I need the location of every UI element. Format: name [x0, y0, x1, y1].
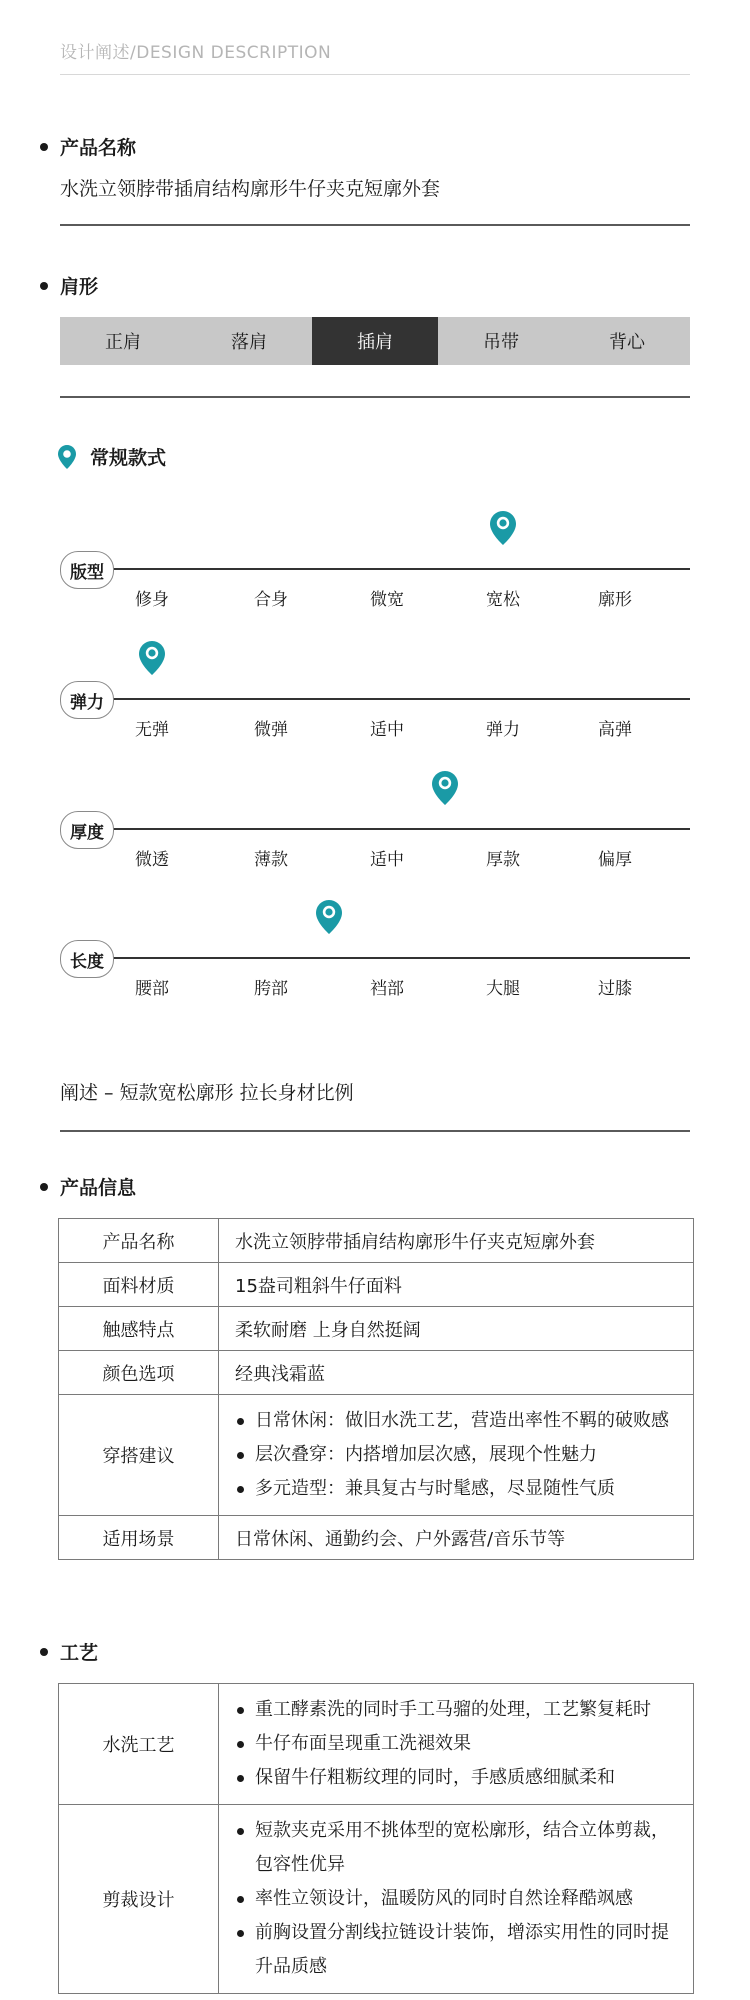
divider [60, 1130, 690, 1132]
table-value-cell: 15盎司粗斜牛仔面料 [219, 1263, 694, 1307]
table-row [59, 1263, 694, 1307]
scale-track [110, 957, 690, 959]
scale-track [110, 568, 690, 570]
scale-label-badge: 长度 [60, 940, 114, 978]
table-row [59, 1219, 694, 1263]
list-item: 牛仔布面呈现重工洗褪效果 [235, 1727, 684, 1761]
shoulder-option[interactable]: 落肩 [231, 332, 267, 353]
shoulder-selector [60, 317, 690, 365]
divider [60, 224, 690, 226]
length-scale [60, 940, 690, 1020]
description-text: 阐述 – 短款宽松廓形 拉长身材比例 [60, 1082, 354, 1104]
table-value-cell [219, 1805, 694, 1994]
list-item: 重工酵素洗的同时手工马骝的处理，工艺繁复耗时 [235, 1693, 684, 1727]
scale-option: 裆部 [370, 979, 404, 999]
list-item: 多元造型：兼具复古与时髦感，尽显随性气质 [235, 1472, 684, 1506]
shoulder-option[interactable]: 插肩 [312, 317, 438, 365]
scale-option: 无弹 [135, 720, 169, 740]
bullet-icon [40, 1648, 48, 1656]
scale-option: 胯部 [254, 979, 288, 999]
table-key-cell: 适用场景 [59, 1516, 219, 1560]
scale-option: 微宽 [370, 590, 404, 610]
scale-label-badge: 弹力 [60, 681, 114, 719]
scale-option: 弹力 [486, 720, 520, 740]
table-row [59, 1351, 694, 1395]
table-value-cell [219, 1395, 694, 1516]
scale-option: 廓形 [598, 590, 632, 610]
elasticity-scale [60, 681, 690, 761]
shoulder-option[interactable]: 背心 [609, 332, 645, 353]
header-title: 设计阐述/DESIGN DESCRIPTION [60, 43, 332, 63]
scale-option: 微透 [135, 850, 169, 870]
scale-label-badge: 厚度 [60, 811, 114, 849]
list-item: 短款夹克采用不挑体型的宽松廓形，结合立体剪裁，包容性优异 [235, 1814, 684, 1882]
bullet-icon [40, 1183, 48, 1191]
list-item: 日常休闲：做旧水洗工艺，营造出率性不羁的破败感 [235, 1404, 684, 1438]
shoulder-option[interactable]: 吊带 [483, 332, 519, 353]
craft-table [58, 1683, 694, 1994]
table-key-cell: 水洗工艺 [59, 1684, 219, 1805]
table-value-cell: 水洗立领脖带插肩结构廓形牛仔夹克短廓外套 [219, 1219, 694, 1263]
scale-option: 偏厚 [598, 850, 632, 870]
list-item: 率性立领设计，温暖防风的同时自然诠释酷飒感 [235, 1882, 684, 1916]
product-info-heading: 产品信息 [40, 1173, 136, 1200]
table-key-cell: 穿搭建议 [59, 1395, 219, 1516]
product-name-value: 水洗立领脖带插肩结构廓形牛仔夹克短廓外套 [60, 178, 441, 200]
craft-heading: 工艺 [40, 1638, 98, 1665]
table-value-cell: 日常休闲、通勤约会、户外露营/音乐节等 [219, 1516, 694, 1560]
table-row [59, 1395, 694, 1516]
scale-marker-pin-icon [139, 641, 165, 679]
scale-marker-pin-icon [432, 771, 458, 809]
list-item: 层次叠穿：内搭增加层次感，展现个性魅力 [235, 1438, 684, 1472]
scale-marker-pin-icon [316, 900, 342, 938]
table-value-cell: 柔软耐磨 上身自然挺阔 [219, 1307, 694, 1351]
fit-scale [60, 551, 690, 631]
table-row [59, 1307, 694, 1351]
table-key-cell: 触感特点 [59, 1307, 219, 1351]
scale-option: 薄款 [254, 850, 288, 870]
scale-option: 腰部 [135, 979, 169, 999]
scale-option: 修身 [135, 590, 169, 610]
table-key-cell: 剪裁设计 [59, 1805, 219, 1994]
scale-option: 大腿 [486, 979, 520, 999]
scale-option: 合身 [254, 590, 288, 610]
scale-option: 适中 [370, 850, 404, 870]
table-value-cell [219, 1684, 694, 1805]
scale-label-badge: 版型 [60, 551, 114, 589]
scale-option: 高弹 [598, 720, 632, 740]
scale-marker-pin-icon [490, 511, 516, 549]
list-item: 保留牛仔粗粝纹理的同时，手感质感细腻柔和 [235, 1761, 684, 1795]
thickness-scale [60, 811, 690, 891]
list-item: 前胸设置分割线拉链设计装饰，增添实用性的同时提升品质感 [235, 1916, 684, 1984]
product-info-table [58, 1218, 694, 1560]
table-row [59, 1805, 694, 1994]
table-key-cell: 颜色选项 [59, 1351, 219, 1395]
scale-track [110, 698, 690, 700]
divider [60, 74, 690, 75]
shoulder-option[interactable]: 正肩 [105, 332, 141, 353]
scale-option: 厚款 [486, 850, 520, 870]
scale-option: 宽松 [486, 590, 520, 610]
scale-option: 适中 [370, 720, 404, 740]
divider [60, 396, 690, 398]
table-row [59, 1684, 694, 1805]
table-row [59, 1516, 694, 1560]
bullet-icon [40, 143, 48, 151]
bullet-icon [40, 282, 48, 290]
style-heading: 常规款式 [58, 443, 166, 470]
product-name-heading: 产品名称 [40, 133, 136, 160]
scale-option: 微弹 [254, 720, 288, 740]
table-value-cell: 经典浅霜蓝 [219, 1351, 694, 1395]
location-pin-icon [58, 445, 76, 469]
scale-option: 过膝 [598, 979, 632, 999]
shoulder-heading: 肩形 [40, 272, 98, 299]
scale-track [110, 828, 690, 830]
table-key-cell: 产品名称 [59, 1219, 219, 1263]
table-key-cell: 面料材质 [59, 1263, 219, 1307]
